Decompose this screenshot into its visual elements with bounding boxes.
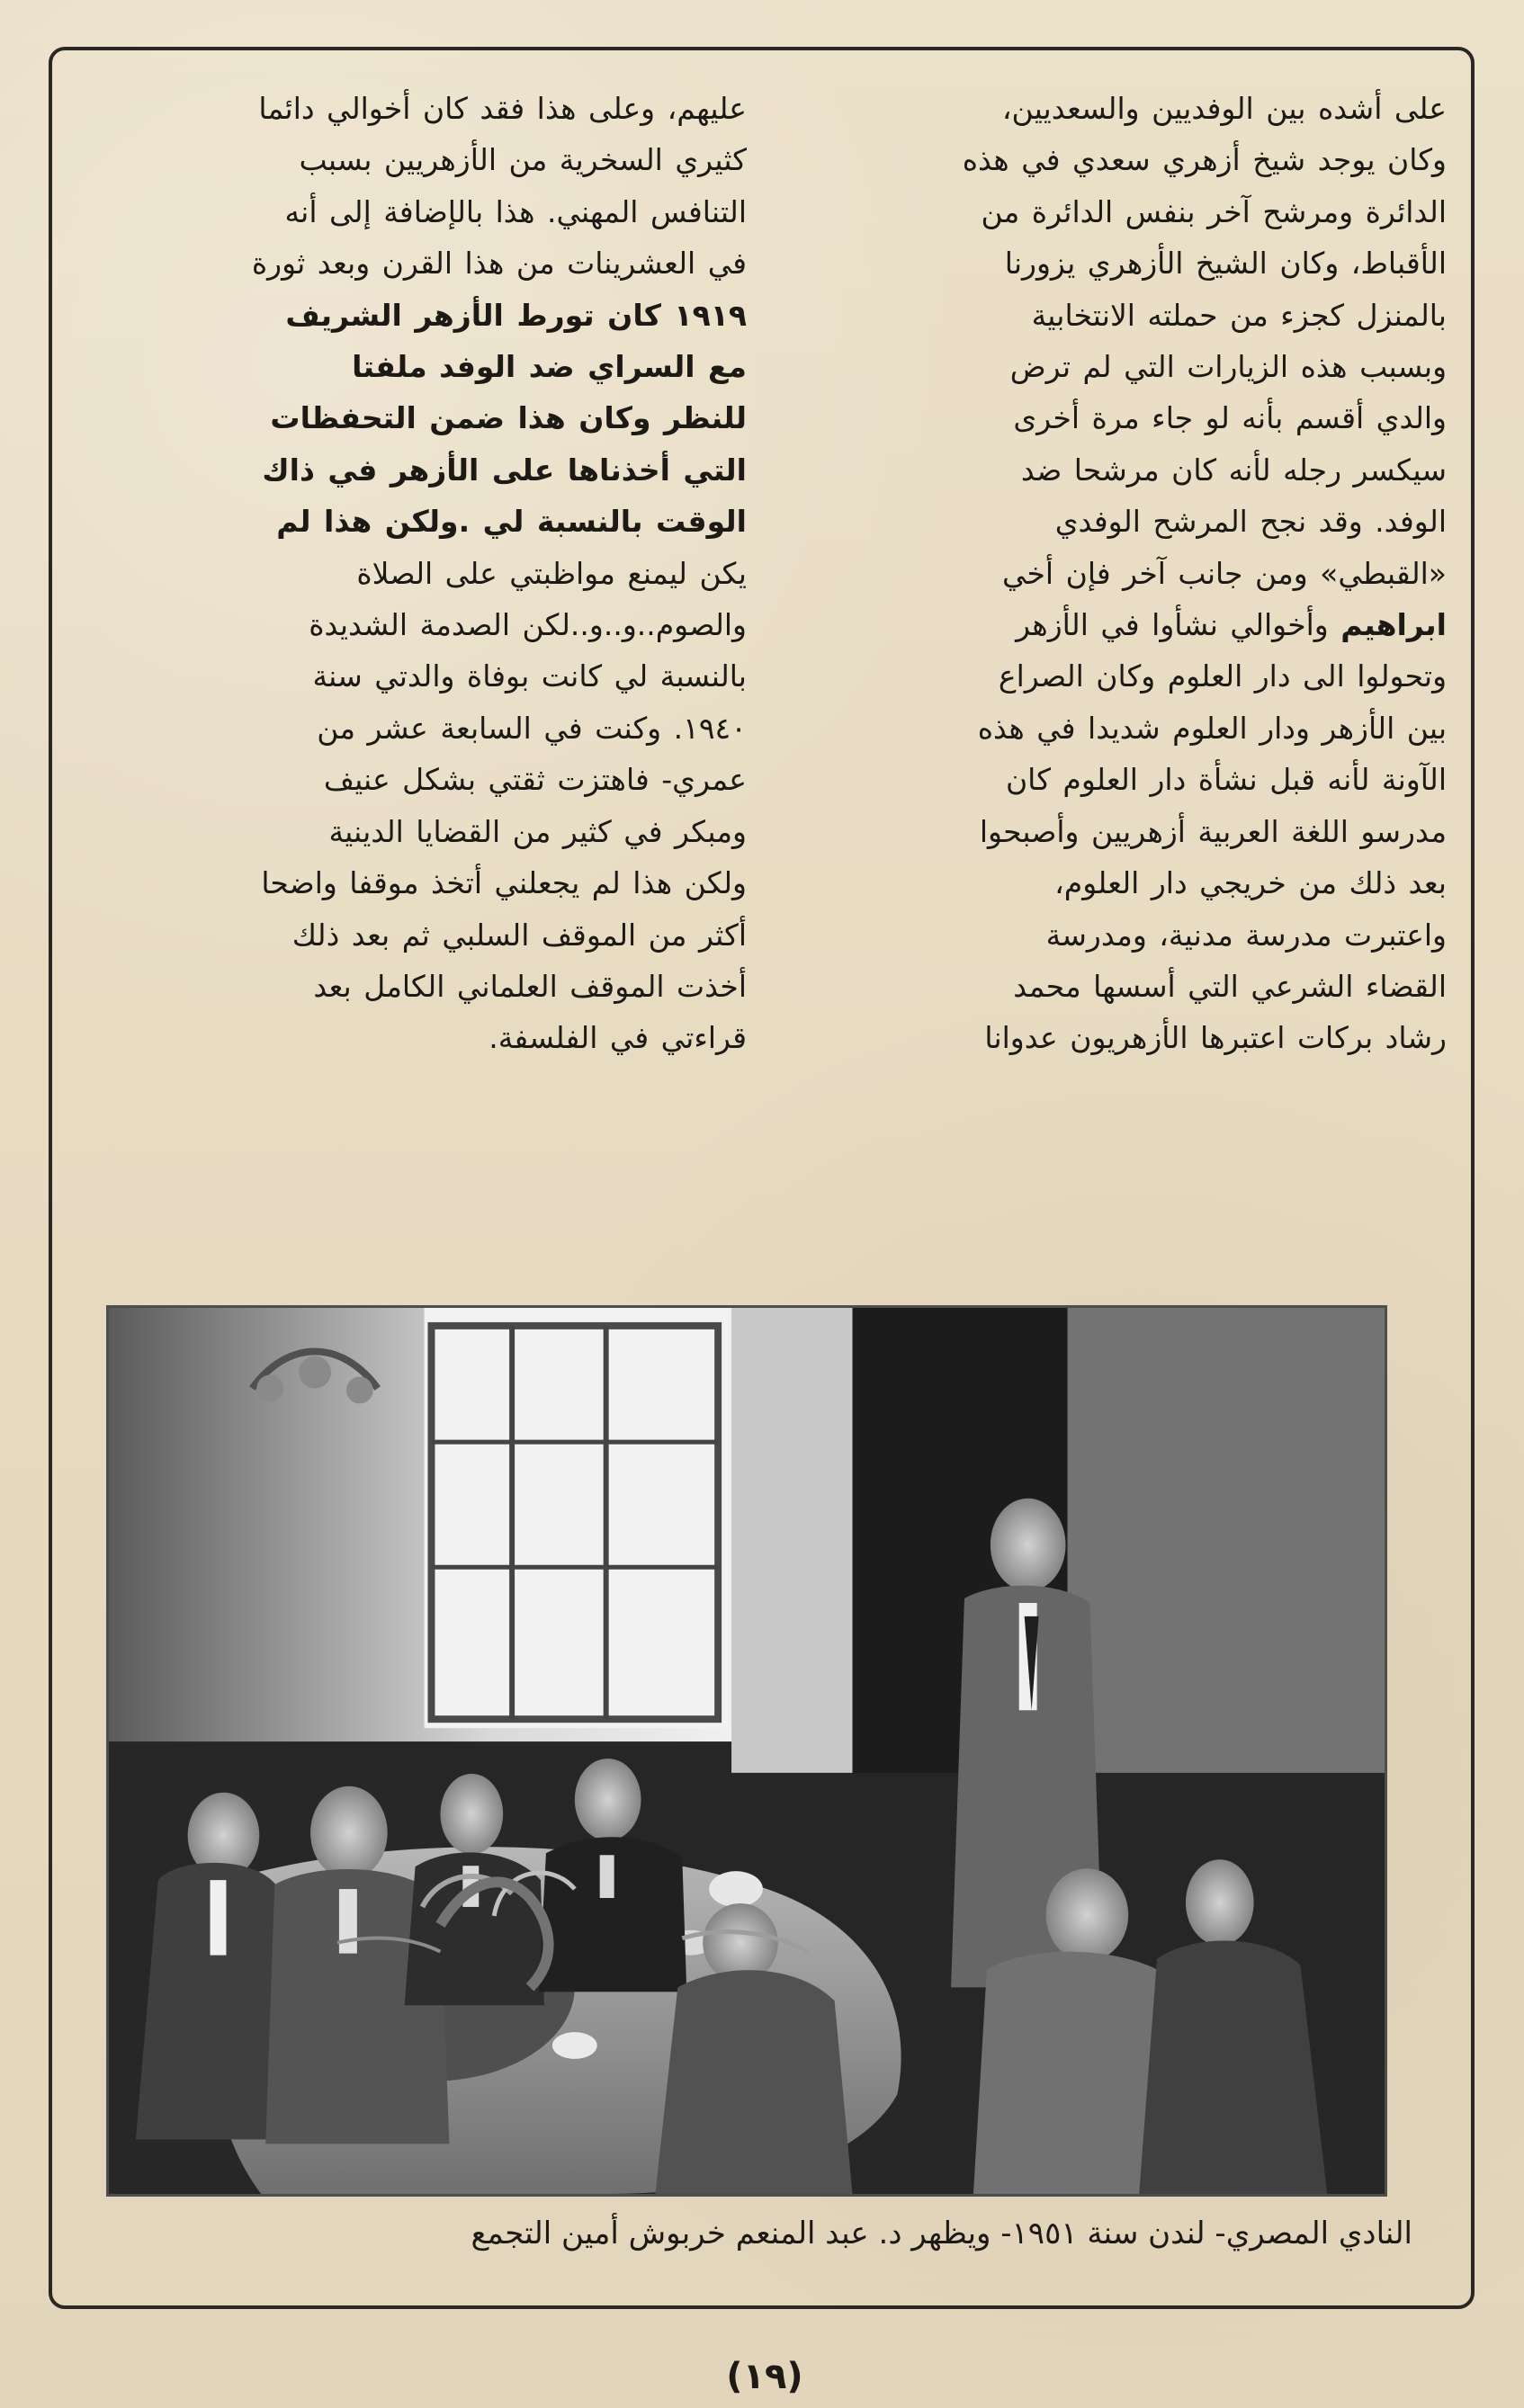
article-line: الوفد. وقد نجح المرشح الوفدي xyxy=(1054,504,1447,540)
article-line: وكان يوجد شيخ أزهري سعدي في هذه xyxy=(962,142,1447,178)
article-line: أخذت الموقف العلماني الكامل بعد xyxy=(313,968,747,1004)
photo-caption: النادي المصري- لندن سنة ١٩٥١- ويظهر د. عبد المنعم خربوش أمين التجمع xyxy=(471,2216,1412,2251)
emphasized-name: ابراهيم xyxy=(1340,607,1447,643)
article-line: وبسبب هذه الزيارات التي لم ترض xyxy=(1009,349,1447,385)
article-line: بين الأزهر ودار العلوم شديدا في هذه xyxy=(977,710,1447,746)
article-line: بعد ذلك من خريجي دار العلوم، xyxy=(1054,865,1447,901)
article-line: واعتبرت مدرسة مدنية، ومدرسة xyxy=(1045,917,1447,953)
article-line xyxy=(95,341,747,392)
article-line-text: وأخوالي نشأوا في الأزهر xyxy=(1016,607,1341,643)
article-line-emphasis: مع السراي ضد الوفد xyxy=(439,349,747,385)
page-number: (١٩) xyxy=(726,2356,803,2397)
article-line: عمري- فاهتزت ثقتي بشكل عنيف xyxy=(323,762,747,798)
article-line: الدائرة ومرشح آخر بنفس الدائرة من xyxy=(981,193,1447,229)
article-line: بالنسبة لي كانت بوفاة والدتي سنة xyxy=(312,658,747,694)
article-line xyxy=(795,599,1447,650)
article-line-emphasis: ١٩١٩ كان تورط الأزهر الشريف xyxy=(285,297,747,333)
article-line: القضاء الشرعي التي أسسها محمد xyxy=(1013,968,1447,1004)
article-line: والصوم..و..و..لكن الصدمة الشديدة xyxy=(309,607,747,643)
article-line: ومبكر في كثير من القضايا الدينية xyxy=(328,813,747,849)
article-line-emphasis: ملفتا xyxy=(352,349,427,385)
black-and-white-group-photo xyxy=(109,1308,1385,2194)
article-line: التنافس المهني. هذا بالإضافة إلى أنه xyxy=(284,193,747,229)
article-left-column xyxy=(95,83,747,1064)
article-line: أكثر من الموقف السلبي ثم بعد ذلك xyxy=(291,917,747,953)
article-line: سيكسر رجله لأنه كان مرشحا ضد xyxy=(1020,452,1447,488)
article-line: ولكن هذا لم يجعلني أتخذ موقفا واضحا xyxy=(261,865,747,901)
historical-photo xyxy=(106,1305,1387,2197)
article-line: ١٩٤٠. وكنت في السابعة عشر من xyxy=(317,710,747,746)
article-line: بالمنزل كجزء من حملته الانتخابية xyxy=(1031,297,1447,333)
article-line: كثيري السخرية من الأزهريين بسبب xyxy=(299,142,747,178)
article-line: قراءتي في الفلسفة. xyxy=(489,1020,747,1056)
article-line: يكن ليمنع مواظبتي على الصلاة xyxy=(356,555,747,591)
article-line: في العشرينات من هذا القرن وبعد ثورة xyxy=(251,246,747,282)
article-line: الآونة لأنه قبل نشأة دار العلوم كان xyxy=(1005,762,1447,798)
article-line-emphasis: التي أخذناها على الأزهر في ذاك xyxy=(262,452,747,488)
article-line: وتحولوا الى دار العلوم وكان الصراع xyxy=(998,658,1447,694)
article-right-column xyxy=(795,83,1447,1064)
article-line: عليهم، وعلى هذا فقد كان أخوالي دائما xyxy=(258,91,747,126)
article-line: «القبطي» ومن جانب آخر فإن أخي xyxy=(1002,555,1447,591)
article-line: الأقباط، وكان الشيخ الأزهري يزورنا xyxy=(1004,246,1447,282)
article-line: مدرسو اللغة العربية أزهريين وأصبحوا xyxy=(979,813,1447,849)
article-line: رشاد بركات اعتبرها الأزهريون عدوانا xyxy=(984,1020,1447,1056)
article-line-emphasis: للنظر وكان هذا ضمن التحفظات xyxy=(270,400,747,436)
article-line: والدي أقسم بأنه لو جاء مرة أخرى xyxy=(1013,400,1447,436)
article-line-emphasis: الوقت بالنسبة لي .ولكن هذا لم xyxy=(276,504,747,540)
article-line: على أشده بين الوفديين والسعديين، xyxy=(1001,91,1447,126)
